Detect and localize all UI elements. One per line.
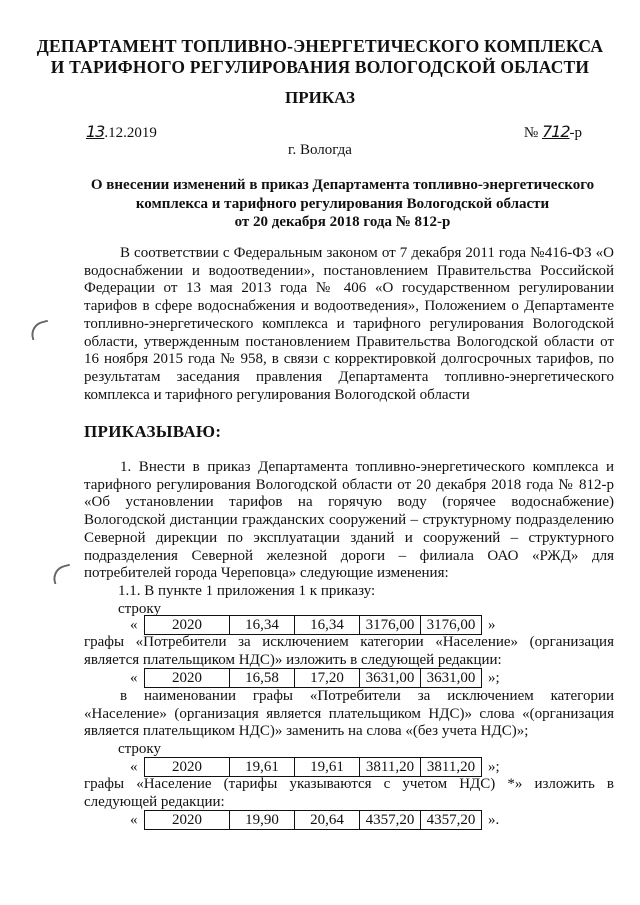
orders-word: ПРИКАЗЫВАЮ: [84,422,222,441]
cell-value: 19,61 [230,758,295,776]
order-title: ПРИКАЗ [285,88,355,107]
cell-value: 3631,00 [426,670,476,686]
row-cells [144,668,482,688]
cell-value: 3811,20 [360,758,421,776]
date-rest: .12.2019 [104,125,157,141]
department-header-line2: И ТАРИФНОГО РЕГУЛИРОВАНИЯ ВОЛОГОДСКОЙ ОБЛАСТИ [50,57,590,77]
row-cells [144,810,482,830]
order-date [86,122,157,142]
number-handwritten: 712 [541,122,570,141]
cell-value: 4357,20 [360,811,421,829]
row-word-2: строку [118,741,161,757]
table-row [130,615,496,635]
order-subject [70,176,615,232]
table-row [130,757,500,777]
cell-year: 2020 [145,616,230,634]
close-quote: ». [488,811,500,828]
cell-value: 3631,00 [360,669,421,687]
cell-value: 16,58 [230,669,295,687]
order-number [524,122,582,142]
cell-value: 20,64 [295,811,360,829]
text-b: в наименовании графы «Потребители за исключением категории «Население» (организация является плательщиком НДС)» слова «(организация является плательщиком НДС)» заменить на слова «(без учета НДС)»; [84,688,614,740]
subject-line2: комплекса и тарифного регулирования Вологодской области [135,195,550,212]
date-day-handwritten: 13 [86,122,105,141]
close-quote: » [488,616,496,633]
cell-value: 17,20 [295,669,360,687]
item1-paragraph: 1. Внести в приказ Департамента топливно-энергетического комплекса и тарифного регулирования Вологодской области от 20 декабря 2018 года № 812-р «Об установлении тарифов на горячую воду (горячее водоснабжение) Вологодской дистанции гражданских сооружений – структурному подразделению Северной дирекции по эксплуатации зданий и сооружений – структурного подразделения Северной железной дороги – филиала ОАО «РЖД» для потребителей города Череповца» следующие изменения: [84,459,614,582]
number-suffix: -р [569,125,582,141]
text-c: графы «Население (тарифы указываются с учетом НДС) *» изложить в следующей редакции: [84,776,614,810]
cell-value: 3811,20 [426,759,476,775]
open-quote: « [130,758,138,775]
close-quote: »; [488,758,500,775]
department-header-line1: ДЕПАРТАМЕНТ ТОПЛИВНО-ЭНЕРГЕТИЧЕСКОГО КОМПЛЕКСА [36,36,604,56]
binder-hole-mark [50,564,73,585]
cell-value: 19,90 [230,811,295,829]
binder-hole-mark [28,320,51,341]
cell-value: 3176,00 [360,616,421,634]
subject-line3: от 20 декабря 2018 года № 812-р [234,214,451,230]
close-quote: »; [488,669,500,686]
table-row [130,810,499,830]
cell-year: 2020 [145,669,230,687]
cell-value: 16,34 [295,616,360,634]
table-row [130,668,500,688]
subject-line1: О внесении изменений в приказ Департамента топливно-энергетического [90,177,595,193]
open-quote: « [130,811,138,828]
cell-value: 4357,20 [426,812,476,828]
open-quote: « [130,616,138,633]
text-a: графы «Потребители за исключением категории «Население» (организация является плательщиком НДС)» изложить в следующей редакции: [84,634,614,668]
number-prefix: № [523,125,542,141]
row-cells [144,615,482,635]
cell-year: 2020 [145,758,230,776]
cell-value: 19,61 [295,758,360,776]
open-quote: « [130,669,138,686]
cell-year: 2020 [145,811,230,829]
preamble-paragraph: В соответствии с Федеральным законом от 7 декабря 2011 года №416-ФЗ «О водоснабжении и водоотведении», постановлением Правительства Российской Федерации от 13 мая 2013 года № 406 «О государственном регулировании тарифов в сфере водоснабжения и водоотведения», Положением о Департаменте топливно-энергетического комплекса и тарифного регулирования Вологодской области, утвержденным постановлением Правительства Вологодской области от 16 ноября 2015 года № 958, в связи с корректировкой долгосрочных тарифов, по результатам заседания правления Департамента топливно-энергетического комплекса и тарифного регулирования Вологодской области [84,245,614,403]
cell-value: 16,34 [230,616,295,634]
cell-value: 3176,00 [426,617,476,633]
row-cells [144,757,482,777]
city: г. Вологда [288,142,352,158]
row-word-1: строку [118,601,161,617]
item11-text: 1.1. В пункте 1 приложения 1 к приказу: [118,583,376,599]
